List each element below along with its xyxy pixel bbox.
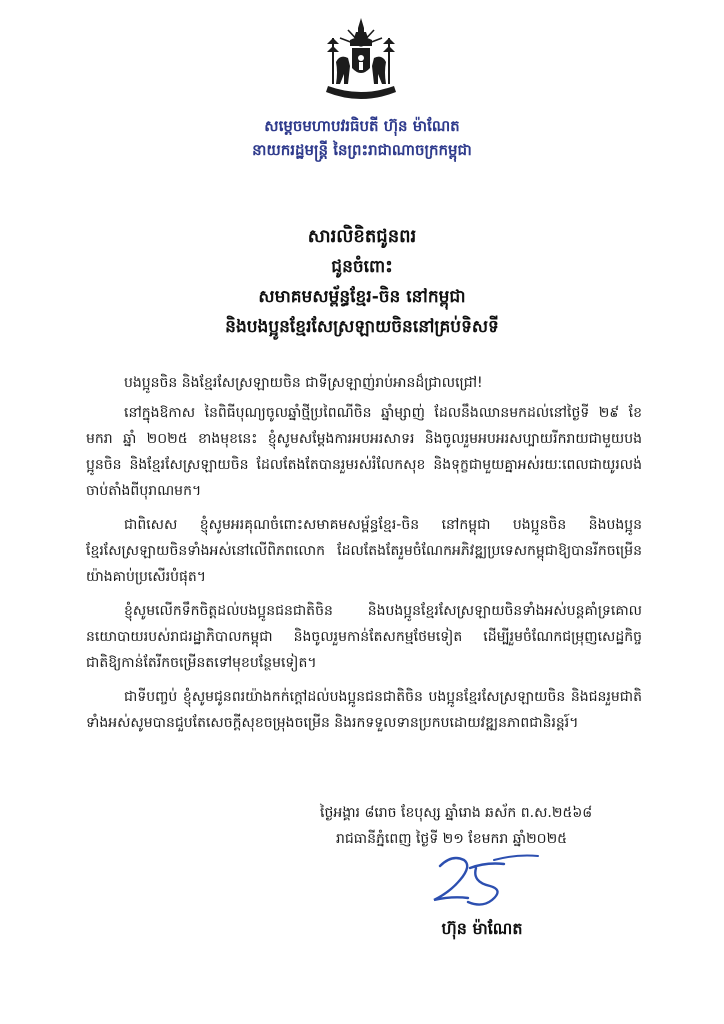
letterhead-office-line: នាយករដ្ឋមន្ត្រី នៃព្រះរាជាណាចក្រកម្ពុជា	[252, 141, 472, 159]
letter-recipient-line-2: និងបងប្អូនខ្មែរសែស្រឡាយចិននៅគ្រប់ទិសទី	[225, 317, 499, 337]
letter-date	[320, 800, 640, 852]
letter-paragraph-1: នៅក្នុងឱកាស នៃពិធីបុណ្យចូលឆ្នាំថ្មីប្រពៃណីចិន ឆ្នាំម្សាញ់ ដែលនឹងឈានមកដល់នៅថ្ងៃទី ២៩ ខែមករា ឆ្នាំ ២០២៥ ខាងមុខនេះ ខ្ញុំសូមសម្ដែងការអបអរសាទរ និងចូលរួមអបអរសប្បាយរីករាយជាមួយបងប្អូនចិន និងខ្មែរសែស្រឡាយចិន ដែលតែងតែបានរួមរស់រំលែកសុខ និងទុក្ខជាមួយគ្នាអស់រយៈពេលជាយូរលង់ចាប់តាំងពីបុរាណមក។	[86, 405, 642, 499]
letter-recipient-line-1: សមាគមសម្ព័ន្ធខ្មែរ-ចិន នៅកម្ពុជា	[258, 287, 466, 307]
letter-paragraph-4: ជាទីបញ្ចប់ ខ្ញុំសូមជូនពរយ៉ាងកក់ក្ដៅដល់បងប្អូនជនជាតិចិន បងប្អូនខ្មែរសែស្រឡាយចិន និងជនរួមជាតិទាំងអស់សូមបានជួបតែសេចក្ដីសុខចម្រុងចម្រើន និងរកទទួលទានប្រកបដោយវឌ្ឍនភាពជានិរន្តរ៍។	[86, 689, 642, 731]
letterhead-title-line: សម្ដេចមហាបវរធិបតី ហ៊ុន ម៉ាណែត	[264, 117, 460, 135]
solar-date: រាជធានីភ្នំពេញ ថ្ងៃទី ២១ ខែមករា ឆ្នាំ២០២៥	[336, 831, 568, 847]
lunar-date: ថ្ងៃអង្គារ ៨រោច ខែបុស្ស ឆ្នាំរោង ឆស័ក ព.ស.២៥៦៨	[320, 805, 593, 821]
letter-paragraph-2: ជាពិសេស ខ្ញុំសូមអរគុណចំពោះសមាគមសម្ព័ន្ធខ្មែរ-ចិន នៅកម្ពុជា បងប្អូនចិន និងបងប្អូនខ្មែរសែស្រឡាយចិនទាំងអស់នៅលើពិភពលោក ដែលតែងតែរួមចំណែកអភិវឌ្ឍប្រទេសកម្ពុជាឱ្យបានរីកចម្រើនយ៉ាងគាប់ប្រសើរបំផុត។	[86, 517, 642, 585]
royal-arms-emblem-icon	[318, 16, 404, 106]
signature-icon	[412, 846, 548, 914]
letter-body	[86, 370, 642, 744]
letter-titles	[130, 222, 594, 342]
letterhead	[200, 114, 524, 162]
signer-name: ហ៊ុន ម៉ាណែត	[441, 919, 523, 938]
letter-addressed-to: ជូនចំពោះ	[331, 257, 393, 277]
letter-title: សារលិខិតជូនពរ	[307, 226, 417, 247]
letter-paragraph-3: ខ្ញុំសូមលើកទឹកចិត្តដល់បងប្អូនជនជាតិចិន និងបងប្អូនខ្មែរសែស្រឡាយចិនទាំងអស់បន្តគាំទ្រគោលនយោបាយរបស់រាជរដ្ឋាភិបាលកម្ពុជា និងចូលរួមកាន់តែសកម្មថែមទៀត ដើម្បីរួមចំណែកជម្រុញសេដ្ឋកិច្ចជាតិឱ្យកាន់តែរីកចម្រើនតទៅមុខបន្ថែមទៀត។	[86, 603, 642, 671]
letter-greeting: បងប្អូនចិន និងខ្មែរសែស្រឡាយចិន ជាទីស្រឡាញ់រាប់អានដ៏ជ្រាលជ្រៅ!	[124, 375, 483, 391]
